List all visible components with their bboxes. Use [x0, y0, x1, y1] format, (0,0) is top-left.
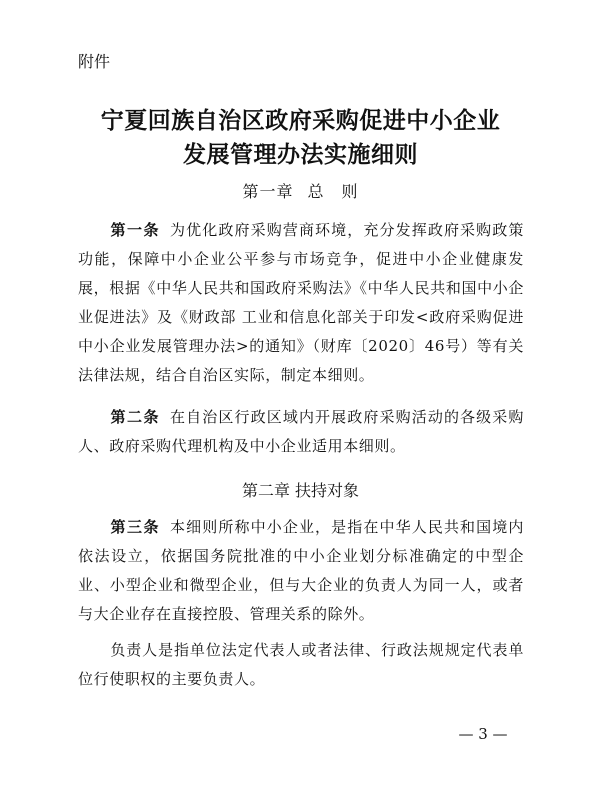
article-3-text: 本细则所称中小企业，是指在中华人民共和国境内依法设立，依据国务院批准的中小企业划分标准确定的中型企业、小型企业和微型企业，但与大企业的负责人为同一人，或者与大企业存在直接控股、管理关系的除外。	[78, 518, 524, 623]
article-1-text: 为优化政府采购营商环境，充分发挥政府采购政策功能，保障中小企业公平参与市场竞争，促进中小企业健康发展，根据《中华人民共和国政府采购法》《中华人民共和国中小企业促进法》及《财政部 工业和信息化部关于印发<政府采购促进中小企业发展管理办法>的通知》（财库〔2020〕46号）等有关法律法规，结合自治区实际，制定本细则。	[78, 221, 524, 384]
document-title-line-2: 发展管理办法实施细则	[183, 141, 418, 168]
chapter-2-name: 扶持对象	[295, 481, 360, 500]
chapter-1-name: 总 则	[307, 182, 359, 201]
chapter-1-number: 第一章	[242, 182, 294, 201]
page-number: — 3 —	[458, 725, 508, 743]
chapter-2-number: 第二章	[241, 481, 290, 500]
article-2-text: 在自治区行政区域内开展政府采购活动的各级采购人、政府采购代理机构及中小企业适用本细则。	[78, 408, 524, 455]
document-title-line-1: 宁夏回族自治区政府采购促进中小企业	[100, 107, 501, 134]
paragraph-responsible-text: 负责人是指单位法定代表人或者法律、行政法规规定代表单位行使职权的主要负责人。	[78, 641, 524, 688]
article-2-label: 第二条	[110, 408, 161, 426]
article-3	[78, 513, 524, 629]
article-1	[78, 216, 524, 390]
attachment-label: 附件	[78, 52, 111, 71]
paragraph-responsible-person	[78, 636, 524, 694]
article-3-label: 第三条	[110, 518, 161, 536]
article-2	[78, 403, 524, 461]
article-1-label: 第一条	[110, 221, 161, 239]
chapter-1-heading	[0, 182, 601, 202]
chapter-2-heading	[0, 481, 601, 501]
